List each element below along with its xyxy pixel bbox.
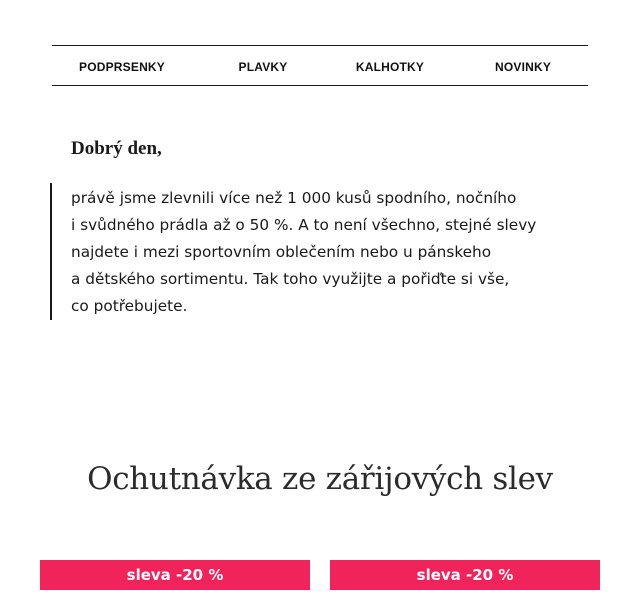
nav-item-novinky[interactable]: NOVINKY [494,60,552,74]
greeting-heading: Dobrý den, [71,138,162,159]
intro-text-line: i svůdného prádla až o 50 %. A to není všechno, stejné slevy [71,216,537,234]
intro-text-line: právě jsme zlevnili více než 1 000 kusů spodního, nočního [71,189,517,207]
intro-quote-block [50,183,570,320]
intro-text-line: a dětského sortimentu. Tak toho využijte a pořiďte si vše, [71,270,510,288]
discount-badge[interactable]: sleva -20 % [40,560,310,590]
nav-item-kalhotky[interactable]: KALHOTKY [355,60,425,74]
nav-item-podprsenky[interactable]: PODPRSENKY [78,60,166,74]
top-navigation [52,45,588,86]
nav-item-plavky[interactable]: PLAVKY [238,60,288,74]
intro-text-line: co potřebujete. [71,297,188,315]
section-title: Ochutnávka ze zářijových slev [87,461,553,497]
intro-text-line: najdete i mezi sportovním oblečením nebo u pánskeho [71,243,492,261]
discount-badge[interactable]: sleva -20 % [330,560,600,590]
